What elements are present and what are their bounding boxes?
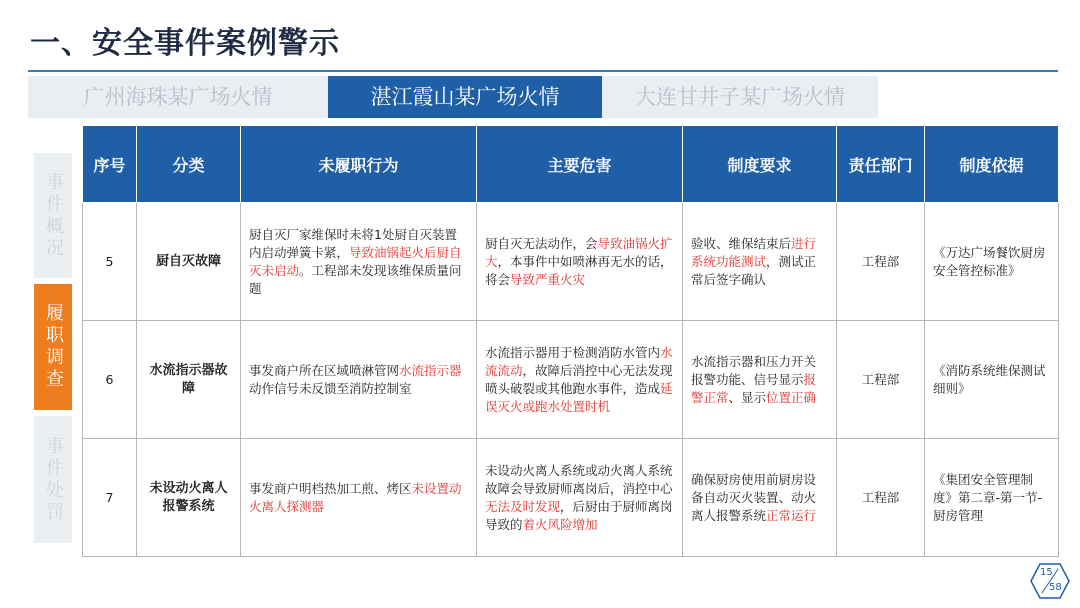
cell-behavior xyxy=(241,203,477,321)
cell-text: ，测试正常后签字确认 xyxy=(691,253,817,287)
cell-no: 5 xyxy=(83,203,137,321)
side-nav-overview[interactable]: 事件概况 xyxy=(34,153,72,278)
cell-text: 厨自灭厂家维保时未将1处厨自灭装置内启动弹簧卡紧， xyxy=(249,226,457,260)
highlight-text: 位置正确 xyxy=(766,389,817,405)
highlight-text: 导致油锅火扩大 xyxy=(485,235,673,269)
cell-behavior xyxy=(241,321,477,439)
side-nav-penalty[interactable]: 事件处罚 xyxy=(34,416,72,543)
cell-basis: 《消防系统维保测试细则》 xyxy=(925,321,1059,439)
tab-bar xyxy=(28,76,878,118)
table-header-row xyxy=(83,126,1059,203)
tab-zhanjiang[interactable]: 湛江霞山某广场火情 xyxy=(328,76,602,118)
duty-table xyxy=(82,125,1059,557)
header-hazard: 主要危害 xyxy=(477,126,683,203)
cell-category: 水流指示器故障 xyxy=(137,321,241,439)
header-dept: 责任部门 xyxy=(837,126,925,203)
table-row xyxy=(83,321,1059,439)
cell-hazard xyxy=(477,439,683,557)
cell-text: 事发商户所在区域喷淋管网 xyxy=(249,362,400,378)
page-current: 15 xyxy=(1040,567,1053,578)
cell-text: 动作信号未反馈至消防控制室 xyxy=(249,380,412,396)
header-behavior: 未履职行为 xyxy=(241,126,477,203)
highlight-text: 无法及时发现 xyxy=(485,498,561,514)
cell-text: 水流指示器用于检测消防水管内 xyxy=(485,344,661,360)
header-requirement: 制度要求 xyxy=(683,126,837,203)
highlight-text: 导致油锅起火后厨自灭未启动 xyxy=(249,244,462,278)
side-nav-investigation[interactable]: 履职调查 xyxy=(34,284,72,410)
cell-text: 水流指示器和压力开关报警功能、信号显示 xyxy=(691,353,817,387)
table-row xyxy=(83,439,1059,557)
highlight-text: 着火风险增加 xyxy=(522,516,598,532)
highlight-text: 水流指示器 xyxy=(399,362,462,378)
cell-hazard xyxy=(477,321,683,439)
highlight-text: 延误灭火或跑水处置时机 xyxy=(485,380,673,414)
cell-basis: 《万达广场餐饮厨房安全管控标准》 xyxy=(925,203,1059,321)
cell-hazard xyxy=(477,203,683,321)
table-row xyxy=(83,203,1059,321)
cell-text: 。工程部未发现该维保质量问题 xyxy=(249,262,462,296)
title-divider xyxy=(28,70,1058,72)
cell-no: 7 xyxy=(83,439,137,557)
cell-text: 未设动火离人系统或动火离人系统故障会导致厨师离岗后，消控中心 xyxy=(485,462,673,496)
header-no: 序号 xyxy=(83,126,137,203)
cell-text: ，故障后消控中心无法发现喷头破裂或其他跑水事件，造成 xyxy=(485,362,673,396)
page-total: 58 xyxy=(1049,582,1062,593)
cell-text: 厨自灭无法动作，会 xyxy=(485,235,598,251)
cell-category: 厨自灭故障 xyxy=(137,203,241,321)
cell-dept: 工程部 xyxy=(837,203,925,321)
highlight-text: 报警正常 xyxy=(691,371,817,405)
cell-text: 确保厨房使用前厨房设备自动灭火装置、动火离人报警系统 xyxy=(691,471,817,523)
cell-no: 6 xyxy=(83,321,137,439)
cell-text: 事发商户明档热加工煎、烤区 xyxy=(249,480,412,496)
cell-text: ，本事件中如喷淋再无水的话，将会 xyxy=(485,253,673,287)
header-basis: 制度依据 xyxy=(925,126,1059,203)
cell-text: 、显示 xyxy=(728,389,767,405)
highlight-text: 导致严重火灾 xyxy=(510,271,586,287)
page-title: 一、安全事件案例警示 xyxy=(30,26,340,61)
tab-dalian[interactable]: 大连甘井子某广场火情 xyxy=(635,85,845,109)
cell-dept: 工程部 xyxy=(837,321,925,439)
cell-text: 验收、维保结束后 xyxy=(691,235,792,251)
page-indicator xyxy=(1030,562,1070,600)
highlight-text: 未设置动火离人探测器 xyxy=(249,480,462,514)
highlight-text: 正常运行 xyxy=(766,507,817,523)
cell-requirement xyxy=(683,439,837,557)
tab-guangzhou[interactable]: 广州海珠某广场火情 xyxy=(83,85,273,109)
cell-category: 未设动火离人报警系统 xyxy=(137,439,241,557)
highlight-text: 水流流动 xyxy=(485,344,673,378)
cell-requirement xyxy=(683,203,837,321)
header-category: 分类 xyxy=(137,126,241,203)
highlight-text: 进行系统功能测试 xyxy=(691,235,817,269)
cell-basis: 《集团安全管理制度》第二章-第一节-厨房管理 xyxy=(925,439,1059,557)
cell-text: ，后厨由于厨师离岗导致的 xyxy=(485,498,673,532)
cell-dept: 工程部 xyxy=(837,439,925,557)
cell-behavior xyxy=(241,439,477,557)
cell-requirement xyxy=(683,321,837,439)
